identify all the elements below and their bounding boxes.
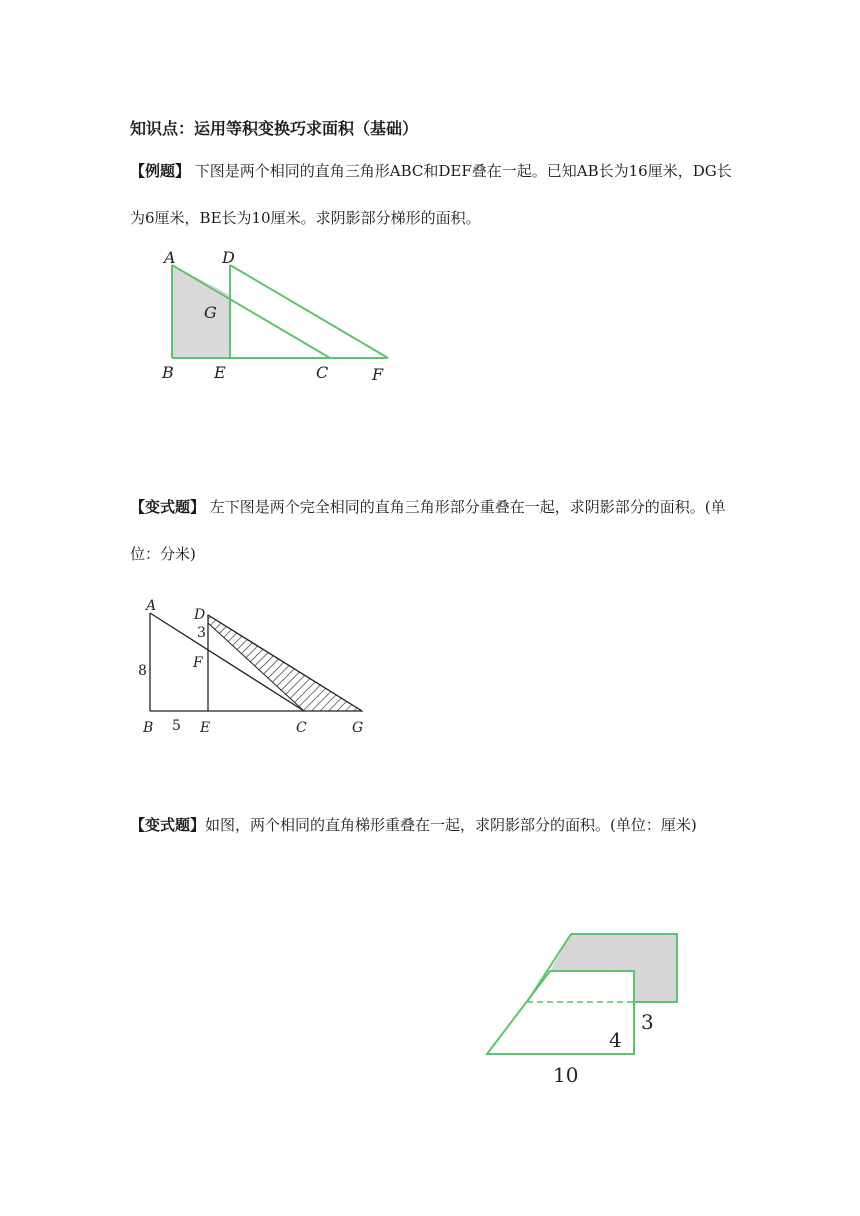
label-f: F — [193, 655, 203, 671]
label-g: G — [204, 303, 217, 322]
variant1-figure — [130, 595, 380, 745]
variant2-text: 如图，两个相同的直角梯形重叠在一起，求阴影部分的面积。(单位：厘米) — [205, 816, 697, 834]
segment-df — [230, 265, 388, 358]
number-ab: 8 — [138, 663, 147, 679]
variant2-tag: 【变式题】 — [130, 816, 206, 834]
label-f: F — [372, 365, 384, 384]
section-heading: 知识点：运用等积变换巧求面积（基础） — [130, 119, 419, 138]
example-tag: 【例题】 — [130, 162, 191, 180]
variant2-problem — [130, 802, 732, 849]
label-d: D — [222, 248, 235, 267]
number-height: 4 — [609, 1028, 622, 1052]
shaded-trapezoid — [172, 265, 230, 358]
label-a: A — [164, 248, 176, 267]
label-b: B — [162, 363, 174, 382]
example-figure — [150, 240, 410, 390]
label-e: E — [214, 363, 226, 382]
variant2-figure — [475, 925, 695, 1095]
variant1-tag: 【变式题】 — [130, 498, 206, 516]
label-a: A — [146, 598, 157, 614]
label-c: C — [296, 720, 307, 736]
example-problem — [130, 148, 732, 242]
variant1-problem — [130, 484, 732, 578]
label-d: D — [194, 607, 206, 623]
label-b: B — [143, 720, 154, 736]
number-bottom: 10 — [553, 1063, 579, 1087]
label-e: E — [200, 720, 211, 736]
variant1-text: 左下图是两个完全相同的直角三角形部分重叠在一起，求阴影部分的面积。(单位：分米) — [130, 498, 726, 563]
number-be: 5 — [172, 718, 181, 734]
label-g: G — [352, 720, 364, 736]
shaded-region — [550, 934, 677, 1002]
segment-dg — [208, 615, 362, 711]
number-df: 3 — [197, 625, 206, 641]
label-c: C — [316, 363, 329, 382]
number-shift: 3 — [641, 1010, 654, 1034]
example-text: 下图是两个相同的直角三角形ABC和DEF叠在一起。已知AB长为16厘米，DG长为6厘米，BE长为10厘米。求阴影部分梯形的面积。 — [130, 162, 732, 227]
